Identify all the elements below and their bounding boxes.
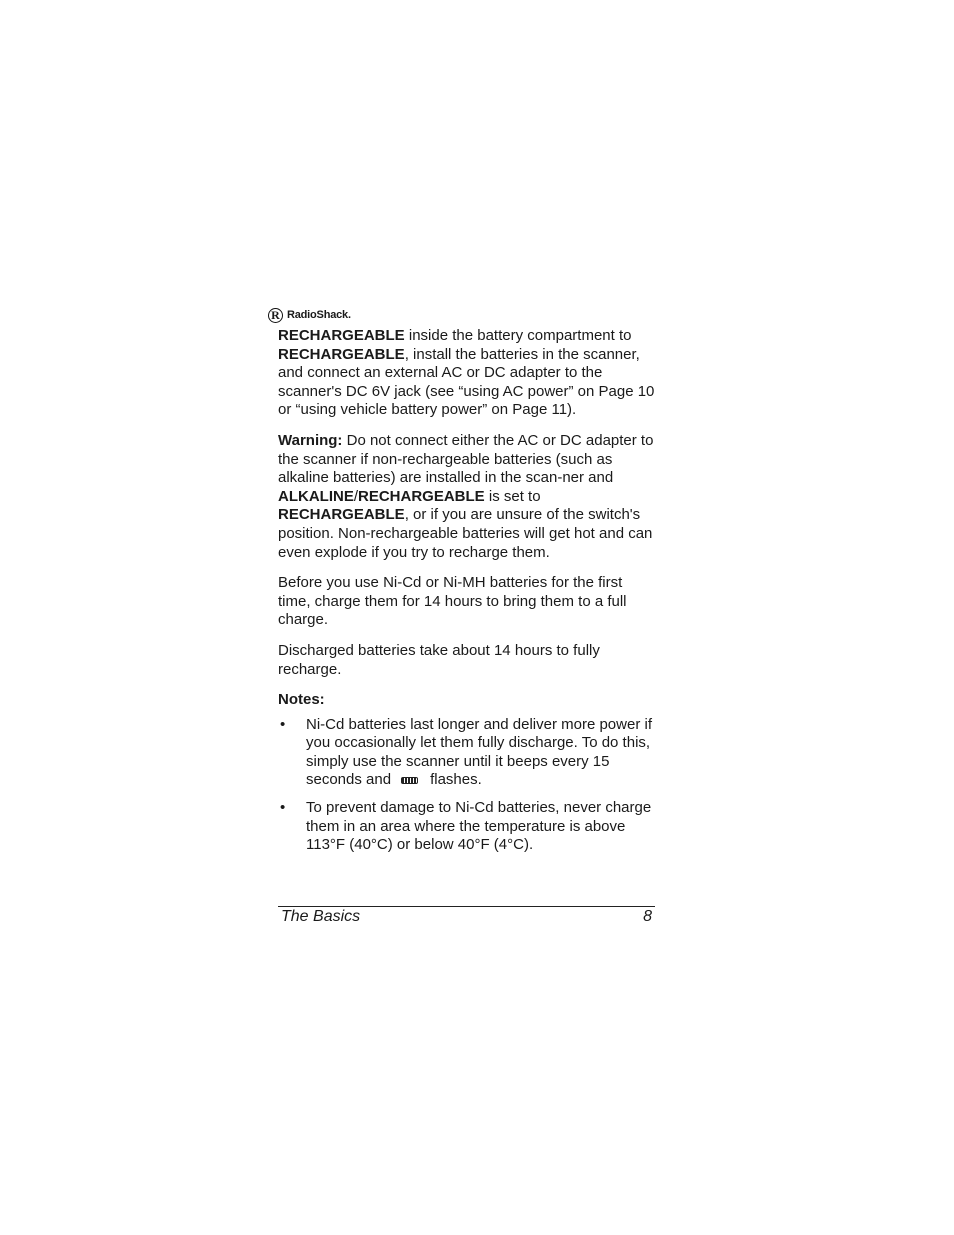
page-footer [278,906,655,926]
page-number: 8 [643,908,652,925]
bold-term: RECHARGEABLE [358,487,485,505]
text-run: / [353,487,358,505]
notes-heading: Notes: [278,691,325,709]
warning-label: Warning: [278,431,343,449]
paragraph-first-charge: Before you use Ni-Cd or Ni-MH batteries for the first time, charge them for 14 hours to bring them to a full charge. [278,574,627,629]
bold-term: RECHARGEABLE [278,506,405,524]
text-run: Ni-Cd batteries last longer and deliver more power if you occasionally let them fully discharge. To do this, simply use the scanner until it beeps every 15 seconds and [306,715,652,789]
text-run: inside the battery compartment to [404,327,632,344]
list-item [278,716,656,790]
bold-term: RECHARGEABLE [278,327,405,344]
text-run: flashes. [430,771,482,789]
bold-term: ALKALINE [278,487,354,505]
text-run: is set to [484,487,541,505]
paragraph-rechargeable [278,327,656,420]
text-run: , install the batteries in the scanner, and connect an external AC or DC adapter to the scanner's DC 6V jack (see “using AC power” on Page 10 or “using vehicle battery power” on Page 11). [278,345,655,419]
bullet: • [280,799,286,817]
logo-wordmark: RadioShack. [287,309,351,321]
paragraph-warning [278,432,656,562]
text-run: Do not connect either the AC or DC adapter to the scanner if non-rechargeable batteries (such as alkaline batteries) are installed in the scan-ner and [278,431,654,487]
section-title: The Basics [281,908,361,925]
note-text: To prevent damage to Ni-Cd batteries, never charge them in an area where the temperature is above 113°F (40°C) or below 40°F (4°C). [306,799,652,854]
paragraph-discharged: Discharged batteries take about 14 hours to fully recharge. [278,641,600,678]
note-text [306,716,656,790]
logo-r-icon: R [268,308,283,323]
list-item [278,799,656,855]
bold-term: RECHARGEABLE [278,345,405,363]
bullet: • [280,715,286,733]
battery-low-icon [401,777,418,784]
page-content [278,327,656,864]
radioshack-logo [268,305,351,325]
text-run: , or if you are unsure of the switch's position. Non-rechargeable batteries will get hot and can even explode if you try to recharge them. [278,506,653,561]
